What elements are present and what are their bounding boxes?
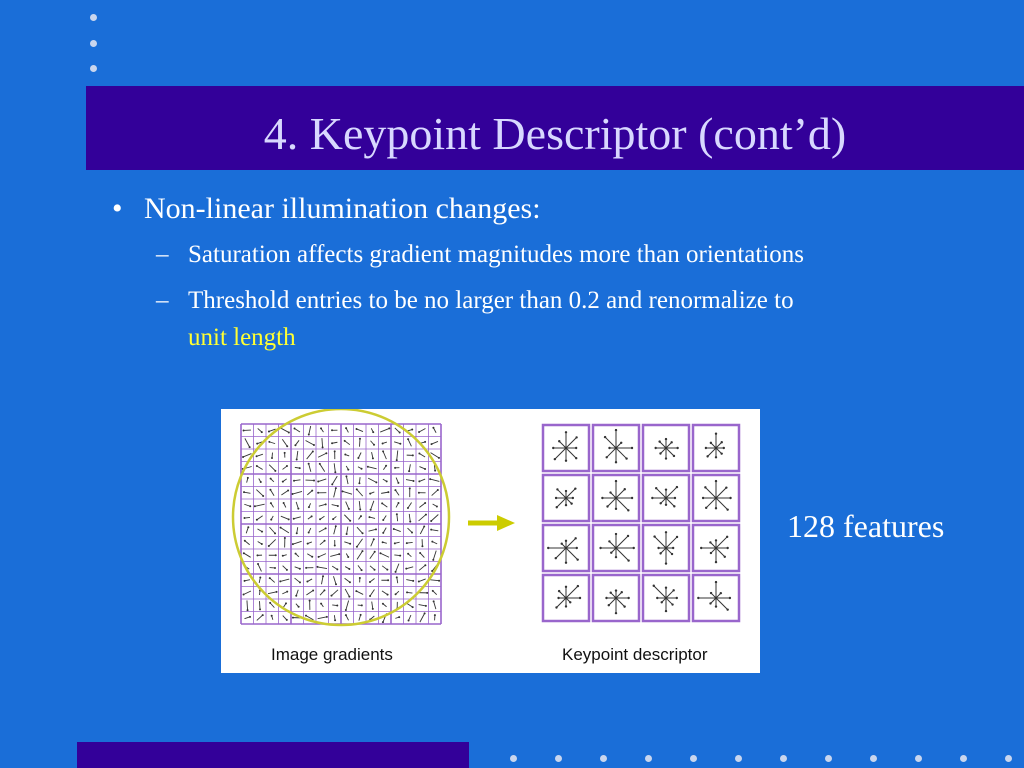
sub-bullet-text: Threshold entries to be no larger than 0.2 and renormalize to (188, 287, 794, 314)
gradient-arrow (283, 465, 288, 469)
decor-dot (600, 755, 607, 762)
gradient-arrow (431, 441, 438, 445)
gradient-arrow (295, 553, 299, 557)
gradient-arrow (269, 489, 274, 496)
gradient-arrow (370, 566, 376, 571)
gradient-arrow (306, 579, 312, 583)
gradient-arrow (280, 527, 289, 533)
gradient-arrow (396, 450, 398, 461)
gradient-arrow (256, 465, 263, 470)
gradient-arrow (382, 541, 387, 543)
gradient-arrow (295, 590, 298, 597)
gradient-arrow (282, 479, 287, 483)
gradient-arrow (344, 440, 350, 445)
gradient-arrow (308, 515, 313, 519)
gradient-arrow (296, 502, 299, 510)
gradient-arrow (357, 527, 364, 534)
gradient-arrow (334, 463, 336, 473)
gradient-arrow (433, 600, 436, 609)
gradient-arrow (381, 579, 389, 581)
gradient-arrow (318, 554, 326, 558)
gradient-arrow (358, 565, 363, 571)
gradient-arrow (294, 428, 300, 432)
gradient-arrow (359, 515, 362, 519)
gradient-arrow (359, 438, 361, 447)
gradient-arrow (345, 427, 348, 432)
gradient-arrow (296, 527, 298, 534)
gradient-arrow (380, 427, 390, 432)
gradient-arrow (244, 580, 250, 582)
gradient-arrow (420, 525, 425, 534)
gradient-arrow (318, 616, 328, 619)
gradient-arrow (320, 540, 326, 545)
gradient-arrow (396, 502, 399, 507)
gradient-arrow (346, 502, 350, 510)
gradient-arrow (407, 454, 414, 456)
gradient-arrow (407, 528, 413, 533)
gradient-arrow (358, 477, 360, 484)
gradient-arrow (369, 528, 377, 531)
gradient-arrow (295, 578, 301, 583)
gradient-arrow (307, 554, 313, 558)
gradient-arrow (430, 529, 438, 531)
gradient-arrow (431, 541, 437, 544)
gradient-arrow (270, 478, 274, 482)
gradient-arrow (408, 464, 410, 472)
gradient-arrow (383, 479, 388, 482)
gradient-arrow (256, 516, 263, 521)
decor-dot (825, 755, 832, 762)
gradient-arrow (269, 554, 277, 556)
gradient-arrow (418, 453, 425, 457)
gradient-arrow (309, 600, 311, 610)
gradient-arrow (359, 501, 361, 510)
gradient-arrow (433, 504, 438, 508)
decor-dot (510, 755, 517, 762)
gradient-arrow (381, 491, 389, 493)
gradient-arrow (284, 602, 287, 607)
gradient-arrow (432, 489, 439, 496)
gradient-arrow (432, 427, 436, 433)
gradient-arrow (405, 567, 413, 570)
gradient-arrow (330, 590, 338, 597)
gradient-arrow (345, 614, 349, 620)
gradient-arrow (244, 540, 250, 545)
keypoint-descriptor-grid (543, 425, 739, 621)
gradient-arrow (382, 591, 389, 596)
gradient-arrow (370, 441, 375, 446)
gradient-arrow (334, 487, 337, 497)
gradient-arrow (334, 540, 336, 546)
gradient-arrow (407, 503, 412, 509)
gradient-arrow (372, 452, 374, 459)
gradient-arrow (271, 453, 273, 459)
gradient-arrow (346, 527, 348, 535)
gradient-arrow (292, 491, 302, 495)
decor-dot (90, 40, 97, 47)
gradient-arrow (246, 526, 249, 533)
gradient-arrow (334, 615, 336, 621)
gradient-arrow (268, 441, 275, 444)
gradient-arrow (332, 516, 336, 520)
gradient-arrow (406, 542, 413, 544)
gradient-arrow (320, 427, 323, 432)
gradient-arrow (320, 603, 323, 607)
gradient-arrow (356, 539, 363, 548)
gradient-arrow (331, 476, 337, 485)
image-gradients-grid (241, 424, 441, 624)
gradient-arrow (257, 529, 263, 533)
gradient-arrow (270, 502, 274, 507)
gradient-arrow (271, 615, 273, 620)
slide-title: 4. Keypoint Descriptor (cont’d) (263, 108, 847, 159)
gradient-arrow (419, 605, 427, 607)
gradient-arrow (243, 429, 251, 431)
bullet-mark: • (112, 192, 123, 225)
gradient-arrow (371, 538, 375, 546)
gradient-arrow (419, 502, 426, 508)
gradient-arrow (317, 479, 326, 483)
gradient-arrow (395, 564, 399, 573)
gradient-arrow (282, 439, 288, 447)
gradient-arrow (331, 429, 337, 431)
gradient-arrow (268, 591, 278, 594)
gradient-arrow (368, 478, 377, 483)
gradient-arrow (406, 580, 414, 582)
gradient-arrow (382, 442, 387, 444)
gradient-arrow (283, 616, 288, 621)
gradient-arrow (284, 537, 286, 548)
gradient-arrow (369, 492, 374, 495)
gradient-arrow (345, 567, 350, 570)
gradient-arrow (382, 603, 387, 607)
gradient-arrow (345, 589, 350, 598)
gradient-arrow (407, 603, 414, 608)
gradient-arrow (407, 429, 413, 431)
gradient-arrow (331, 442, 337, 444)
gradient-arrow (409, 514, 411, 523)
gradient-arrow (281, 516, 290, 520)
gradient-arrow (330, 553, 340, 556)
gradient-arrow (269, 465, 276, 472)
gradient-arrow (270, 516, 273, 521)
gradient-arrow (295, 467, 301, 469)
sub-bullet-text: Saturation affects gradient magnitudes more than orientations (188, 241, 805, 268)
gradient-arrow (296, 451, 298, 461)
gradient-arrow (406, 480, 414, 482)
keypoint-descriptor-caption: Keypoint descriptor (562, 645, 708, 664)
gradient-arrow (395, 591, 399, 595)
gradient-arrow (346, 466, 349, 471)
gradient-arrow (307, 542, 312, 545)
features-count-label: 128 features (787, 508, 945, 544)
gradient-arrow (320, 589, 325, 595)
decor-dot (735, 755, 742, 762)
gradient-arrow (394, 555, 401, 557)
gradient-arrow (379, 552, 389, 557)
gradient-arrow (371, 428, 374, 433)
gradient-arrow (269, 577, 275, 582)
gradient-arrow (283, 502, 286, 507)
gradient-arrow (307, 450, 314, 459)
decor-dot (90, 65, 97, 72)
gradient-arrow (307, 490, 313, 495)
gradient-arrow (244, 504, 251, 507)
gradient-arrow (419, 564, 426, 570)
gradient-arrow (372, 602, 374, 610)
gradient-arrow (345, 600, 349, 611)
gradient-arrow (282, 555, 287, 557)
gradient-arrow (396, 478, 399, 484)
gradient-arrow (247, 600, 249, 611)
gradient-arrow (256, 454, 263, 457)
gradient-arrow (407, 553, 411, 557)
gradient-arrow (243, 491, 250, 493)
gradient-arrow (359, 614, 362, 621)
gradient-arrow (382, 528, 386, 534)
gradient-arrow (259, 479, 262, 483)
gradient-arrow (341, 490, 352, 494)
gradient-arrow (269, 527, 276, 534)
gradient-arrow (317, 492, 326, 494)
gradient-arrow (282, 591, 288, 594)
gradient-arrow (319, 463, 325, 472)
gradient-arrow (370, 551, 376, 559)
decor-dot (90, 14, 97, 21)
gradient-arrow (244, 517, 250, 519)
gradient-arrow (332, 505, 339, 507)
bullet-text: Non-linear illumination changes: (144, 192, 541, 225)
gradient-arrow (383, 465, 387, 470)
gradient-arrow (393, 528, 401, 532)
gradient-arrow (395, 428, 401, 434)
gradient-arrow (382, 516, 386, 521)
gradient-arrow (369, 590, 374, 597)
gradient-arrow (281, 490, 289, 495)
gradient-arrow (243, 591, 251, 596)
gradient-arrow (259, 577, 261, 583)
gradient-arrow (308, 528, 311, 533)
gradient-arrow (294, 440, 299, 446)
gradient-arrow (346, 554, 349, 558)
gradient-arrow (332, 566, 338, 570)
gradient-arrow (395, 616, 400, 618)
gradient-arrow (394, 467, 399, 469)
gradient-arrow (419, 514, 427, 521)
gradient-arrow (358, 467, 363, 470)
gradient-arrow (370, 501, 374, 511)
gradient-arrow (256, 490, 264, 497)
gradient-arrow (344, 515, 351, 522)
gradient-arrow (332, 605, 338, 607)
gradient-arrow (432, 551, 436, 561)
gradient-arrow (420, 612, 426, 622)
figure-graphic (221, 409, 760, 673)
highlighted-text: unit length (188, 324, 296, 351)
gradient-arrow (334, 525, 337, 534)
gradient-arrow (305, 479, 315, 481)
gradient-arrow (257, 563, 261, 571)
gradient-arrow (258, 541, 263, 545)
gradient-arrow (318, 452, 327, 457)
decor-dot (960, 755, 967, 762)
gradient-arrow (394, 442, 401, 445)
gradient-arrow (257, 614, 264, 620)
gradient-arrow (434, 614, 436, 620)
gradient-arrow (292, 541, 302, 545)
gradient-arrow (368, 516, 375, 518)
gradient-arrow (429, 478, 439, 481)
gradient-arrow (270, 567, 276, 569)
gradient-arrow (316, 566, 327, 569)
gradient-arrow (409, 487, 411, 497)
gradient-arrow (369, 579, 375, 583)
gradient-arrow (308, 426, 311, 435)
gradient-arrow (408, 615, 411, 621)
gradient-arrow (306, 440, 315, 446)
decor-dot (690, 755, 697, 762)
gradient-arrow (256, 554, 262, 556)
gradient-arrow (345, 578, 351, 583)
gradient-arrow (418, 579, 426, 583)
gradient-arrow (319, 503, 327, 506)
gradient-arrow (333, 576, 337, 585)
gradient-arrow (419, 552, 424, 558)
gradient-arrow (259, 601, 261, 610)
gradient-arrow (308, 463, 311, 472)
gradient-arrow (357, 550, 363, 559)
decor-dot (1005, 755, 1012, 762)
decor-dot (780, 755, 787, 762)
gradient-arrow (284, 452, 286, 458)
gradient-arrow (293, 517, 301, 520)
gradient-arrow (293, 480, 300, 482)
gradient-arrow (367, 466, 377, 469)
decor-dot (555, 755, 562, 762)
gradient-arrow (279, 579, 289, 582)
gradient-arrow (382, 450, 386, 459)
gradient-arrow (356, 428, 363, 432)
decor-dot (870, 755, 877, 762)
gradient-arrow (281, 428, 290, 433)
gradient-arrow (432, 590, 437, 595)
gradient-arrow (381, 502, 387, 507)
gradient-arrow (268, 539, 276, 547)
gradient-arrow (418, 492, 426, 494)
gradient-arrow (430, 514, 438, 522)
gradient-arrow (419, 467, 426, 470)
decor-dot (645, 755, 652, 762)
descriptor-figure (221, 409, 760, 673)
gradient-arrow (305, 567, 313, 569)
gradient-arrow (245, 438, 251, 448)
image-gradients-caption: Image gradients (271, 645, 393, 664)
gradient-arrow (344, 454, 349, 456)
gradient-arrow (406, 591, 412, 593)
gradient-arrow (407, 438, 411, 446)
gradient-arrow (396, 513, 398, 521)
gradient-arrow (247, 477, 249, 483)
gradient-arrow (254, 504, 265, 507)
gradient-arrow (430, 580, 440, 582)
gradient-arrow (283, 566, 288, 571)
gradient-arrow (394, 542, 400, 544)
gradient-arrow (295, 567, 301, 570)
gradient-arrow (359, 577, 361, 582)
gradient-arrow (296, 604, 300, 608)
gradient-arrow (308, 503, 311, 508)
gradient-arrow (319, 516, 324, 520)
gradient-arrow (321, 575, 324, 584)
right-arrow-icon (468, 515, 515, 531)
gradient-arrow (345, 475, 348, 484)
gradient-arrow (344, 542, 351, 545)
gradient-arrow (357, 453, 361, 459)
gradient-arrow (418, 479, 425, 482)
gradient-arrow (322, 438, 324, 448)
sub-bullet-mark: – (156, 241, 169, 268)
gradient-arrow (394, 489, 399, 495)
gradient-arrow (418, 428, 425, 433)
gradient-arrow (421, 539, 423, 547)
bottom-band (77, 742, 469, 768)
title-band (86, 86, 1024, 170)
gradient-arrow (355, 590, 363, 594)
gradient-arrow (243, 552, 251, 557)
gradient-arrow (396, 576, 398, 583)
gradient-arrow (244, 616, 251, 619)
sub-bullet-mark: – (156, 287, 169, 314)
gradient-arrow (334, 450, 336, 459)
gradient-arrow (358, 604, 363, 606)
gradient-arrow (382, 566, 388, 571)
decor-dot (915, 755, 922, 762)
gradient-arrow (356, 488, 363, 496)
gradient-arrow (319, 527, 327, 532)
gradient-arrow (306, 589, 314, 595)
gradient-arrow (258, 428, 263, 433)
